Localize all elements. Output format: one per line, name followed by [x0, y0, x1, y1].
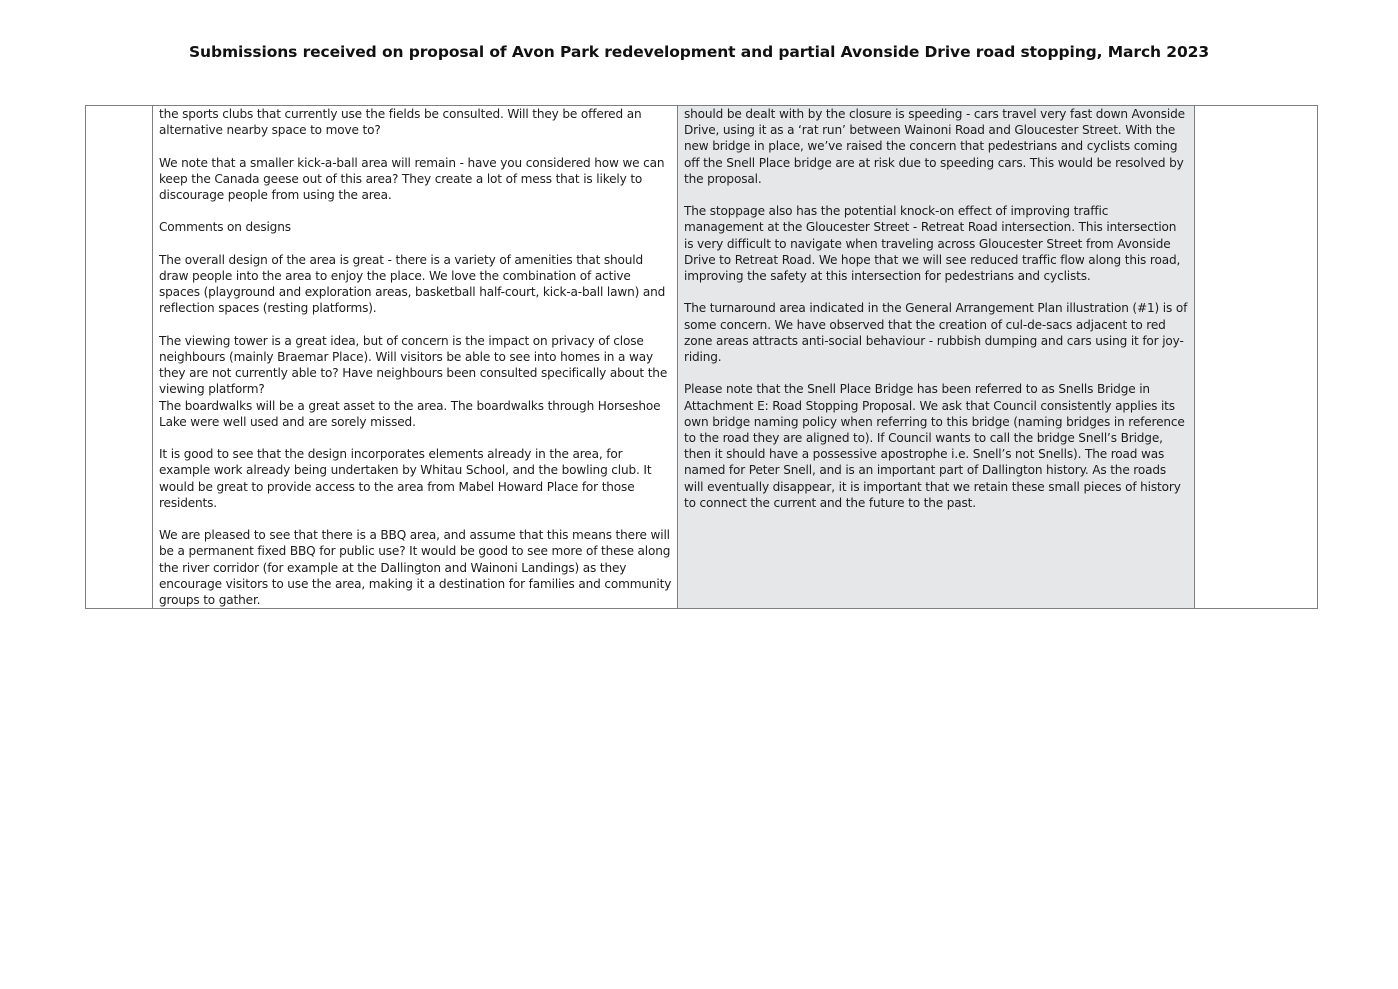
submissions-table: [85, 105, 1318, 609]
response-cell: [1195, 106, 1318, 609]
section-heading: Comments on designs: [159, 220, 291, 235]
table-row: [86, 106, 1318, 609]
paragraph: The viewing tower is a great idea, but of concern is the impact on privacy of close neighbours (mainly Braemar Place). Will visitors be able to see into homes in a way they are not currently able to? Have neighbours been consulted specifically about the viewing platform?: [159, 333, 668, 397]
submitter-cell: [86, 106, 153, 609]
comments-continued-cell: [678, 106, 1195, 609]
comments-cell: [153, 106, 678, 609]
paragraph: We note that a smaller kick-a-ball area will remain - have you considered how we can keep the Canada geese out of this area? They create a lot of mess that is likely to discourage people from using the area.: [159, 155, 665, 202]
paragraph: should be dealt with by the closure is speeding - cars travel very fast down Avonside Drive, using it as a ‘rat run’ between Wainoni Road and Gloucester Street. With the new bridge in place, we’ve raised the concern that pedestrians and cyclists coming off the Snell Place bridge are at risk due to speeding cars. This would be resolved by the proposal.: [684, 107, 1185, 186]
paragraph: The overall design of the area is great - there is a variety of amenities that should draw people into the area to enjoy the place. We love the combination of active spaces (playground and exploration areas, basketball half-court, kick-a-ball lawn) and reflection spaces (resting platforms).: [159, 252, 666, 316]
paragraph: Please note that the Snell Place Bridge has been referred to as Snells Bridge in Attachment E: Road Stopping Proposal. We ask that Council consistently applies its own bridge naming policy when referring to this bridge (naming bridges in reference to the road they are aligned to). If Council wants to call the bridge Snell’s Bridge, then it should have a possessive apostrophe i.e. Snell’s not Snells). The road was named for Peter Snell, and is an important part of Dallington history. As the roads will eventually disappear, it is important that we retain these small pieces of history to connect the current and the future to the past.: [684, 382, 1185, 510]
paragraph: The turnaround area indicated in the General Arrangement Plan illustration (#1) is of some concern. We have observed that the creation of cul-de-sacs adjacent to red zone areas attracts anti-social behaviour - rubbish dumping and cars using it for joy-riding.: [684, 301, 1188, 365]
paragraph: The boardwalks will be a great asset to the area. The boardwalks through Horseshoe Lake were well used and are sorely missed.: [159, 398, 661, 429]
paragraph: We are pleased to see that there is a BBQ area, and assume that this means there will be a permanent fixed BBQ for public use? It would be good to see more of these along the river corridor (for example at the Dallington and Wainoni Landings) as they encourage visitors to use the area, making it a destination for families and community groups to gather.: [159, 528, 672, 607]
page-title: Submissions received on proposal of Avon Park redevelopment and partial Avonside Drive road stopping, March 2023: [188, 43, 1210, 61]
comments-continued-text: [678, 106, 1194, 511]
paragraph: The stoppage also has the potential knock-on effect of improving traffic management at the Gloucester Street - Retreat Road intersection. This intersection is very difficult to navigate when traveling across Gloucester Street from Avonside Drive to Retreat Road. We hope that we will see reduced traffic flow along this road, improving the safety at this intersection for pedestrians and cyclists.: [684, 204, 1181, 284]
paragraph: It is good to see that the design incorporates elements already in the area, for example work already being undertaken by Whitau School, and the bowling club. It would be great to provide access to the area from Mabel Howard Place for those residents.: [159, 447, 652, 510]
comments-text: [153, 106, 677, 608]
paragraph: the sports clubs that currently use the fields be consulted. Will they be offered an alternative nearby space to move to?: [159, 107, 642, 138]
